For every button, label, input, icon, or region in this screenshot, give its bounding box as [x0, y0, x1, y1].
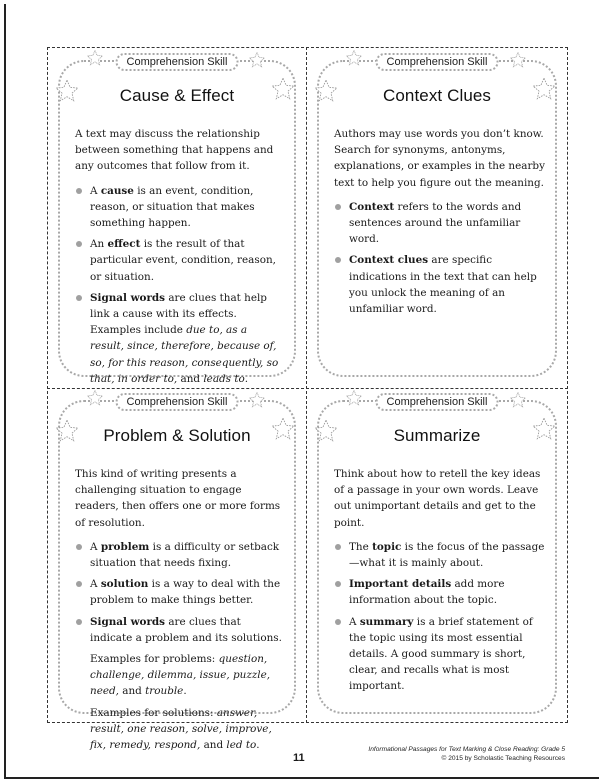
cut-line-vertical	[306, 47, 307, 723]
bullet-icon	[76, 619, 82, 625]
examples-problems: Examples for problems: question, challenge, dilemma, issue, puzzle, need, and trouble.	[90, 653, 271, 698]
bullet-icon	[335, 619, 341, 625]
bullet-icon	[76, 581, 82, 587]
star-icon	[86, 49, 104, 67]
intro-paragraph: A text may discuss the relationship between something that happens and any outcomes that follow from it.	[75, 128, 274, 173]
card-title: Context Clues	[382, 86, 492, 105]
bullet-icon	[335, 544, 341, 550]
star-icon	[86, 389, 104, 407]
card-body	[75, 466, 284, 758]
card-body	[334, 466, 545, 700]
bullet-icon	[76, 544, 82, 550]
card-problem-solution	[58, 396, 296, 752]
bullet-icon	[335, 204, 341, 210]
bullet-icon	[76, 188, 82, 194]
bullet-icon	[76, 241, 82, 247]
intro-paragraph: This kind of writing presents a challenging situation to engage readers, then offers one or more forms of resolution.	[75, 468, 281, 529]
list-item: A summary is a brief statement of the topic using its most essential details. A good summary is short, clear, and recalls what is most important.	[334, 614, 545, 695]
list-item: A problem is a difficulty or setback situation that needs fixing.	[75, 539, 284, 571]
list-item: Signal words are clues that indicate a problem and its solutions. Examples for problems: question, challenge, dilemma, issue, puzzle, need, and trouble. Examples for solutions: answer, result, one reason, solve, improve, fix, remedy, respond, and led to.	[75, 614, 284, 754]
comprehension-skill-pill: Comprehension Skill	[116, 53, 239, 71]
comprehension-skill-pill: Comprehension Skill	[376, 53, 499, 71]
footer-credit	[368, 746, 565, 763]
card-context-clues	[317, 56, 557, 377]
star-icon	[248, 51, 266, 69]
bullet-list	[334, 539, 545, 695]
bullet-icon	[335, 257, 341, 263]
card-title: Summarize	[393, 426, 481, 445]
bullet-list	[334, 199, 545, 317]
list-item: An effect is the result of that particular event, condition, reason, or situation.	[75, 236, 284, 285]
star-icon	[345, 389, 363, 407]
list-item: The topic is the focus of the passage—what it is mainly about.	[334, 539, 545, 571]
star-icon	[509, 391, 527, 409]
list-item: Context refers to the words and sentences around the unfamiliar word.	[334, 199, 545, 248]
list-item: A cause is an event, condition, reason, or situation that makes something happen.	[75, 183, 284, 232]
card-title: Problem & Solution	[103, 426, 251, 445]
star-icon	[509, 51, 527, 69]
list-item: Important details add more information about the topic.	[334, 576, 545, 608]
bullet-list	[75, 183, 284, 387]
bullet-list	[75, 539, 284, 753]
star-icon	[345, 49, 363, 67]
comprehension-skill-pill: Comprehension Skill	[116, 393, 239, 411]
list-item: Signal words are clues that help link a cause with its effects. Examples include due to, as a result, since, therefore, because of, so, for this reason, consequently, so that, in order to, and leads to.	[75, 290, 284, 387]
card-cause-effect	[58, 56, 296, 385]
card-summarize	[317, 396, 557, 714]
card-body	[75, 126, 284, 392]
page-number: 11	[293, 752, 305, 764]
list-item: Context clues are specific indications in the text that can help you unlock the meaning of an unfamiliar word.	[334, 252, 545, 317]
examples-solutions: Examples for solutions: answer, result, one reason, solve, improve, fix, remedy, respond, and led to.	[90, 706, 272, 752]
intro-paragraph: Think about how to retell the key ideas of a passage in your own words. Leave out unimportant details and get to the point.	[334, 468, 541, 529]
comprehension-skill-pill: Comprehension Skill	[376, 393, 499, 411]
book-title: Informational Passages for Text Marking & Close Reading: Grade 5	[368, 746, 565, 753]
star-icon	[248, 391, 266, 409]
card-body	[334, 126, 545, 322]
copyright: © 2015 by Scholastic Teaching Resources	[441, 754, 565, 762]
card-title: Cause & Effect	[119, 86, 235, 105]
bullet-icon	[335, 581, 341, 587]
list-item: A solution is a way to deal with the problem to make things better.	[75, 576, 284, 608]
bullet-icon	[76, 295, 82, 301]
intro-paragraph: Authors may use words you don’t know. Search for synonyms, antonyms, explanations, or examples in the nearby text to help you figure out the meaning.	[334, 128, 545, 189]
